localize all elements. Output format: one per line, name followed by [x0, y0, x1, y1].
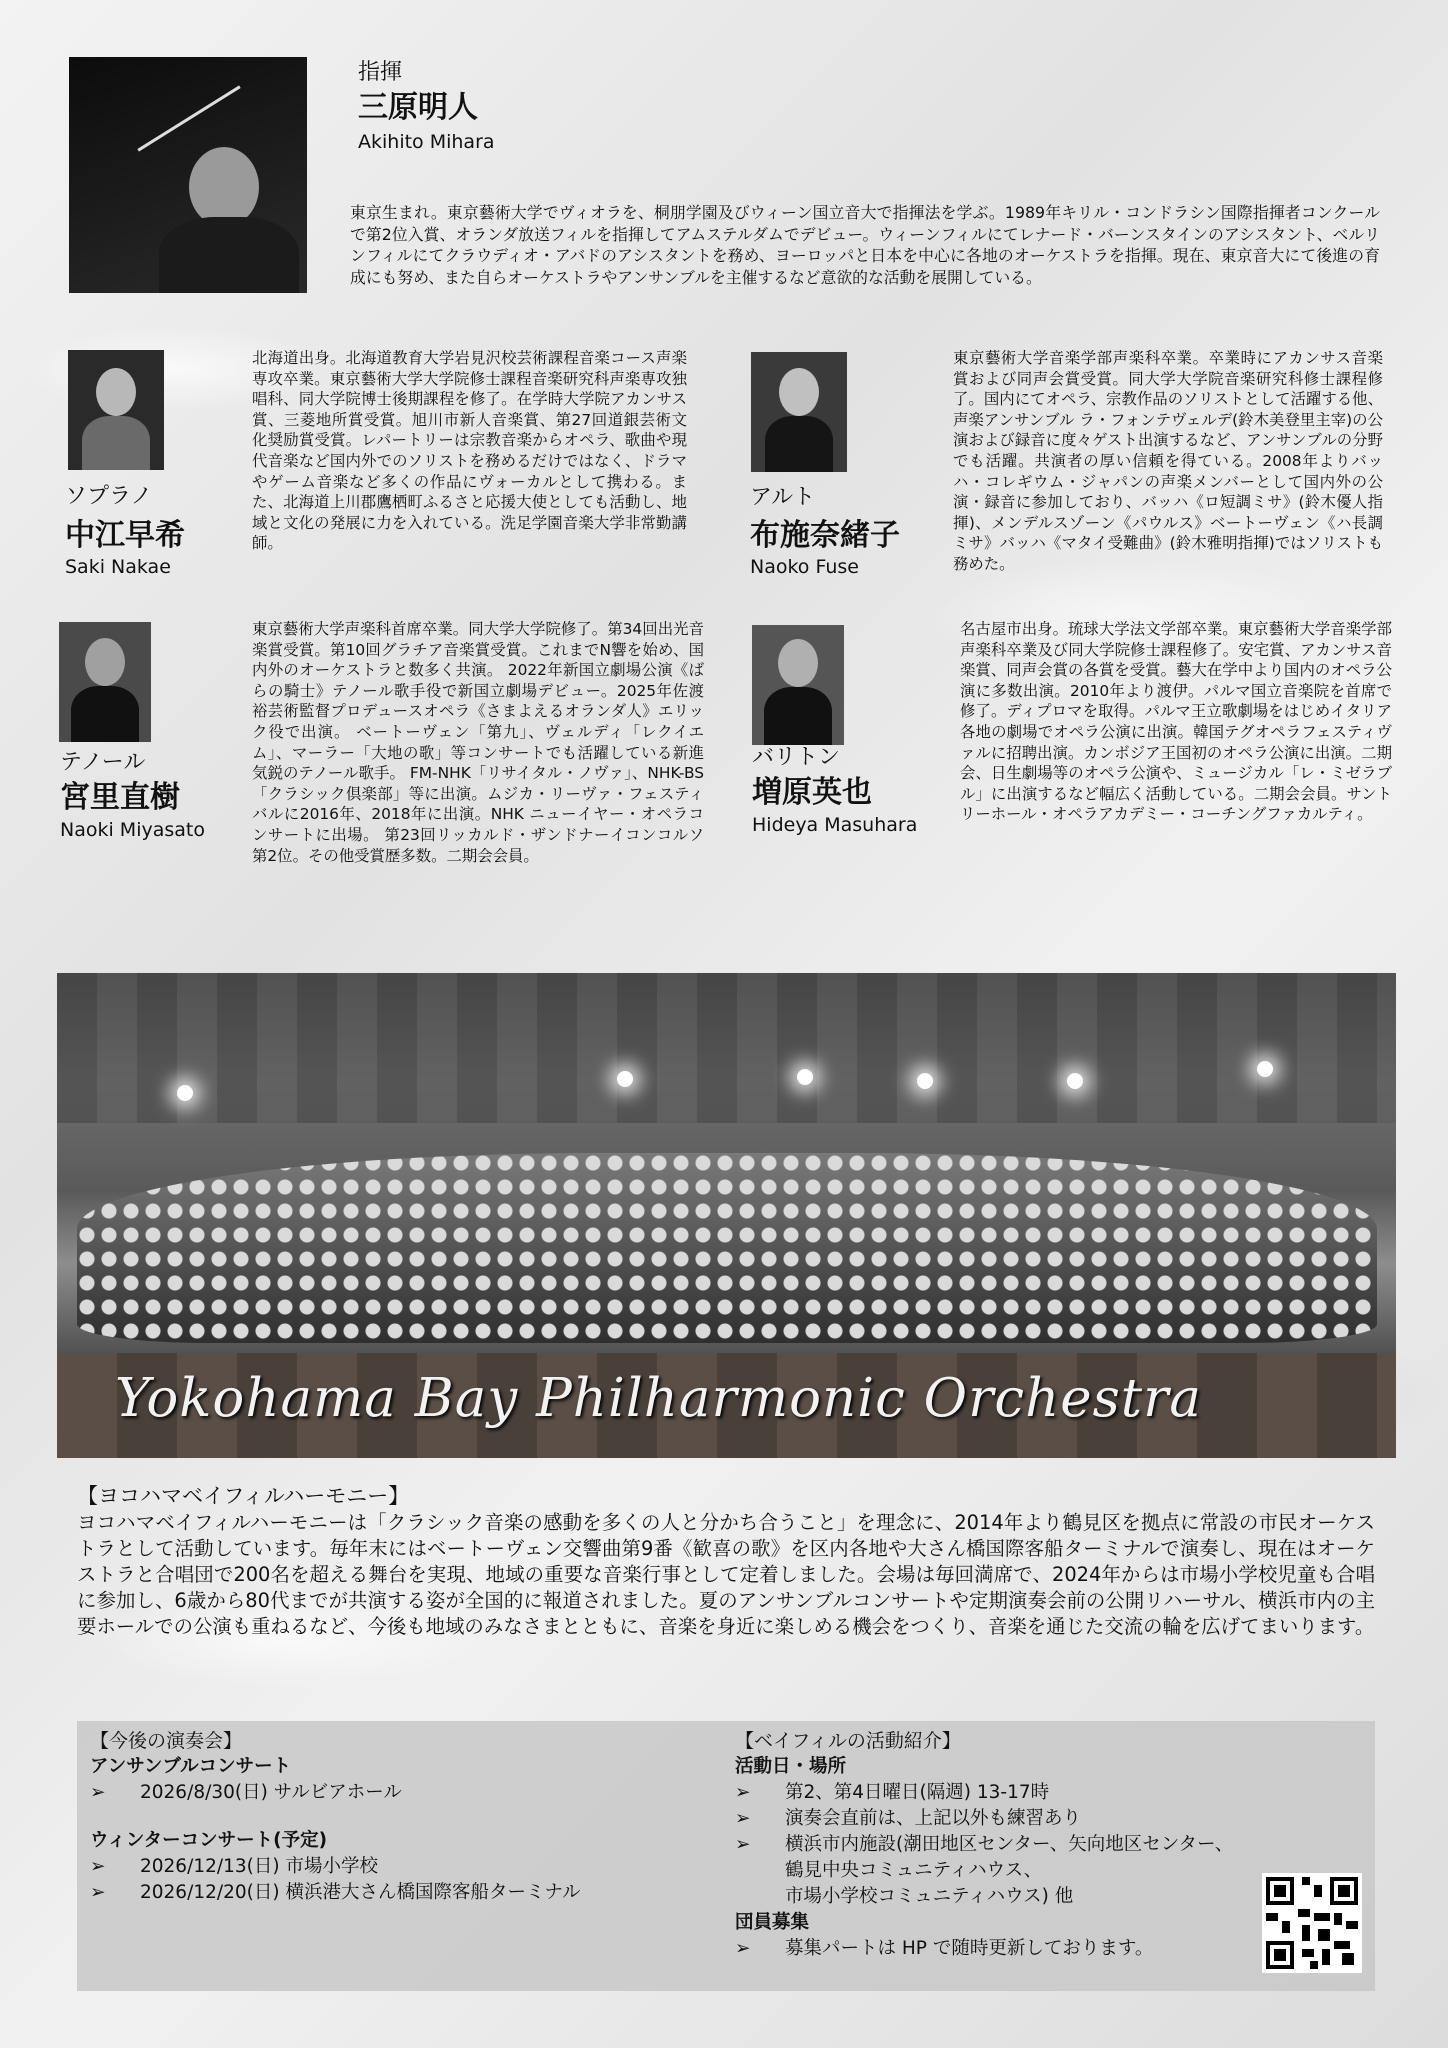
bullet-arrow-icon: ➢: [735, 1782, 751, 1803]
recruit-title: 団員募集: [735, 1912, 810, 1933]
baritone-name-jp: 増原英也: [752, 775, 872, 810]
list-item: ➢ 第2、第4日曜日(隔週) 13-17時: [735, 1780, 1295, 1806]
qr-code-icon[interactable]: [1262, 1873, 1362, 1973]
list-item: ➢ 2026/12/20(日) 横浜港大さん橋国際客船ターミナル: [90, 1880, 710, 1906]
soprano-name-jp: 中江早希: [65, 518, 185, 553]
soprano-bio: 北海道出身。北海道教育大学岩見沢校芸術課程音楽コース声楽専攻卒業。東京藝術大学大学院修士課程音楽研究科声楽専攻独唱科、同大学院博士後期課程を修了。在学時大学院アカンサス賞、三菱地所賞受賞。旭川市新人音楽賞、第27回道銀芸術文化奨励賞受賞。レパートリーは宗教音楽からオペラ、歌曲や現代音楽など国内外でのソリストを務めるだけではなく、ドラマやゲーム音楽など多くの作品にヴォーカルとして携わる。また、北海道上川郡鷹栖町ふるさと応援大使としても活動し、地域と文化の発展に力を入れている。洗足学園音楽大学非常勤講師。: [252, 349, 687, 553]
list-item: 鶴見中央コミュニティハウス、: [785, 1860, 1043, 1881]
activities-heading: 【ベイフィルの活動紹介】: [735, 1730, 961, 1752]
alto-bio: 東京藝術大学音楽学部声楽科卒業。卒業時にアカンサス音楽賞および同声会賞受賞。同大学大学院音楽研究科修士課程修了。国内にてオペラ、宗教作品のソリストとして活躍する他、声楽アンサンブル ラ・フォンテヴェルデ(鈴木美登里主宰)の公演および録音に度々ゲスト出演するなど、アンサンブルの分野でも活躍。共演者の厚い信頼を得ている。2008年よりバッハ・コレギウム・ジャパンの声楽メンバーとして国内外の公演・録音に参加しており、バッハ《ロ短調ミサ》(鈴木優人指揮)、メンデルスゾーン《パウルス》ベートーヴェン《ハ長調ミサ》バッハ《マタイ受難曲》(鈴木雅明指揮)ではソリストも務めた。: [953, 349, 1383, 573]
concerts-section: [90, 1728, 710, 1906]
list-item: ➢ 横浜市内施設(潮田地区センター、矢向地区センター、: [735, 1832, 1295, 1858]
baritone-photo: [752, 625, 844, 745]
alto-name-en: Naoko Fuse: [750, 556, 859, 578]
stage-light: [617, 1071, 633, 1087]
list-item: 市場小学校コミュニティハウス) 他: [785, 1886, 1074, 1907]
tenor-photo: [59, 622, 151, 742]
bullet-arrow-icon: ➢: [735, 1938, 751, 1959]
baritone-name-en: Hideya Masuhara: [752, 814, 918, 836]
soprano-role: ソプラノ: [65, 484, 153, 509]
ensemble-title: アンサンブルコンサート: [90, 1756, 292, 1777]
stage-light: [797, 1069, 813, 1085]
soprano-photo: [68, 350, 164, 470]
conductor-role: 指揮: [358, 60, 403, 85]
winter-title: ウィンターコンサート(予定): [90, 1830, 328, 1851]
bullet-arrow-icon: ➢: [735, 1808, 751, 1829]
conductor-name-en: Akihito Mihara: [358, 131, 495, 153]
list-item: ➢ 演奏会直前は、上記以外も練習あり: [735, 1806, 1295, 1832]
list-item: ➢ 2026/12/13(日) 市場小学校: [90, 1854, 710, 1880]
baritone-bio: 名古屋市出身。琉球大学法文学部卒業。東京藝術大学音楽学部声楽科卒業及び同大学院修士課程修了。安宅賞、アカンサス音楽賞、同声会賞の各賞を受賞。藝大在学中より国内のオペラ公演に多数出演。2010年より渡伊。パルマ国立音楽院を首席で修了。ディプロマを取得。パルマ王立歌劇場をはじめイタリア各地の劇場でオペラ公演に出演。韓国テグオペラフェスティヴァルに招聘出演。カンボジア王国初のオペラ公演に出演。二期会、日生劇場等のオペラ公演や、ミュージカル「レ・ミゼラブル」に出演するなど幅広く活動している。二期会会員。サントリーホール・オペラアカデミー・コーチングファカルティ。: [960, 620, 1392, 824]
about-heading: 【ヨコハマベイフィルハーモニー】: [77, 1484, 410, 1508]
alto-photo: [751, 352, 847, 472]
stage-light: [917, 1073, 933, 1089]
stage-light: [177, 1085, 193, 1101]
tenor-role: テノール: [60, 750, 146, 775]
activities-section: [735, 1728, 1295, 1962]
tenor-bio: 東京藝術大学声楽科首席卒業。同大学大学院修了。第34回出光音楽賞受賞。第10回グラチア音楽賞受賞。これまでN響を始め、国内外のオーケストラと数多く共演。 2022年新国立劇場公演《ばらの騎士》テノール歌手役で新国立劇場デビュー。2025年佐渡裕芸術監督プロデュースオペラ《さまよえるオランダ人》エリック役で出演。 ベートーヴェン「第九」、ヴェルディ「レクイエム」、マーラー「大地の歌」等コンサートでも活躍している新進気鋭のテノール歌手。 FM-NHK「リサイタル・ノヴァ」、NHK-BS「クラシック倶楽部」等に出演。ムジカ・リーヴァ・フェスティバルに2016年、2018年に出演。NHK ニューイヤー・オペラコンサートに出場。 第23回リッカルド・ザンドナーイコンコルソ第2位。その他受賞歴多数。二期会会員。: [252, 620, 704, 865]
stage-light: [1067, 1073, 1083, 1089]
conductor-name-jp: 三原明人: [358, 90, 478, 125]
bullet-arrow-icon: ➢: [90, 1856, 106, 1877]
bullet-arrow-icon: ➢: [735, 1834, 751, 1855]
bullet-arrow-icon: ➢: [90, 1782, 106, 1803]
concerts-heading: 【今後の演奏会】: [90, 1730, 243, 1752]
orchestra-photo: [57, 973, 1396, 1458]
alto-role: アルト: [750, 485, 816, 510]
photo-ceiling: [57, 973, 1396, 1123]
tenor-name-jp: 宮里直樹: [60, 780, 180, 815]
list-item: ➢ 2026/8/30(日) サルビアホール: [90, 1780, 710, 1806]
conductor-photo: [69, 57, 307, 293]
baritone-role: バリトン: [752, 745, 841, 770]
bullet-arrow-icon: ➢: [90, 1882, 106, 1903]
days-title: 活動日・場所: [735, 1756, 847, 1777]
stage-light: [1257, 1061, 1273, 1077]
tenor-name-en: Naoki Miyasato: [60, 819, 205, 841]
alto-name-jp: 布施奈緒子: [750, 518, 900, 553]
orchestra-members: [77, 1153, 1377, 1343]
about-body: ヨコハマベイフィルハーモニーは「クラシック音楽の感動を多くの人と分かち合うこと」を理念に、2014年より鶴見区を拠点に常設の市民オーケストラとして活動しています。毎年末にはベートーヴェン交響曲第9番《歓喜の歌》を区内各地や大さん橋国際客船ターミナルで演奏し、現在はオーケストラと合唱団で200名を超える舞台を実現、地域の重要な音楽行事として定着しました。会場は毎回満席で、2024年からは市場小学校児童も合唱に参加し、6歳から80代までが共演する姿が全国的に報道されました。夏のアンサンブルコンサートや定期演奏会前の公開リハーサル、横浜市内の主要ホールでの公演も重ねるなど、今後も地域のみなさまとともに、音楽を身近に楽しめる機会をつくり、音楽を通じた交流の輪を広げてまいります。: [77, 1511, 1375, 1638]
conductor-bio: 東京生まれ。東京藝術大学でヴィオラを、桐朋学園及びウィーン国立音大で指揮法を学ぶ。1989年キリル・コンドラシン国際指揮者コンクールで第2位入賞、オランダ放送フィルを指揮してアムステルダムでデビュー。ウィーンフィルにてレナード・バーンスタインのアシスタント、ベルリンフィルにてクラウディオ・アバドのアシスタントを務め、ヨーロッパと日本を中心に各地のオーケストラを指揮。現在、東京音大にて後進の育成にも努め、また自らオーケストラやアンサンブルを主催するなど意欲的な活動を展開している。: [350, 203, 1380, 287]
orchestra-caption: Yokohama Bay Philharmonic Orchestra: [115, 1368, 1203, 1429]
list-item: ➢ 募集パートは HP で随時更新しております。: [735, 1936, 1295, 1962]
soprano-name-en: Saki Nakae: [65, 556, 171, 578]
